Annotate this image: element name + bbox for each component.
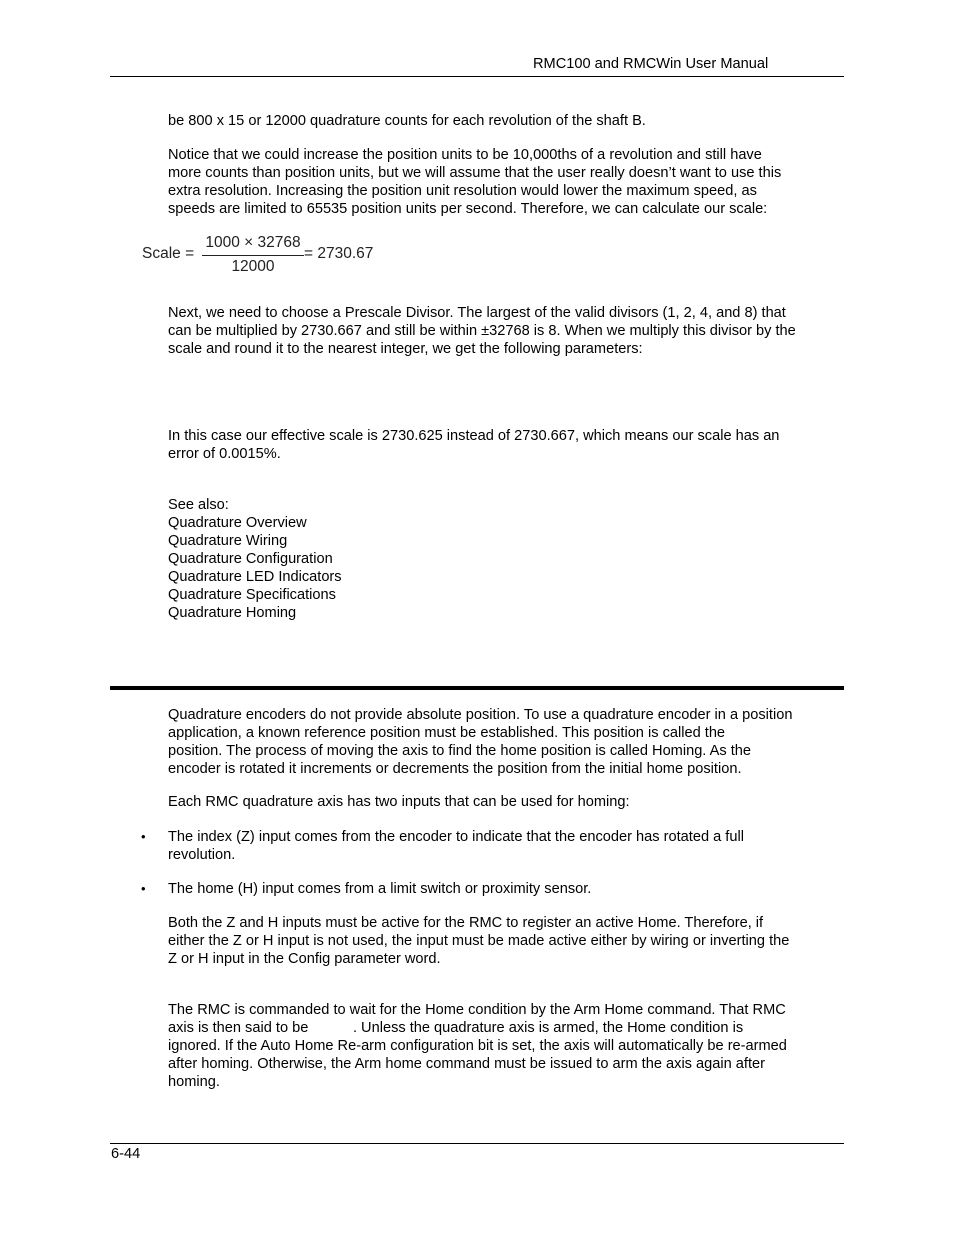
- text-line: be 800 x 15 or 12000 quadrature counts for each revolution of the shaft B.: [168, 113, 646, 129]
- paragraph-homing-intro: [168, 706, 844, 778]
- paragraph-prescale: [168, 304, 844, 358]
- see-also-heading: See also:: [168, 497, 229, 513]
- see-also-link-led-indicators[interactable]: Quadrature LED Indicators: [168, 569, 342, 585]
- paragraph-homing-inputs: [168, 793, 844, 811]
- footer-rule: [110, 1143, 844, 1144]
- see-also-section: [168, 496, 342, 622]
- paragraph-effective-scale: [168, 427, 844, 463]
- text-line: In this case our effective scale is 2730.625 instead of 2730.667, which means our scale has an: [168, 428, 780, 444]
- text-line: Notice that we could increase the position units to be 10,000ths of a revolution and still have: [168, 147, 762, 163]
- formula-denominator: 12000: [231, 258, 275, 275]
- bullet-marker: •: [141, 829, 146, 844]
- bullet-marker: •: [141, 881, 146, 896]
- text-line: The RMC is commanded to wait for the Home condition by the Arm Home command. That RMC: [168, 1002, 786, 1018]
- bullet-item-home-input: [168, 880, 844, 898]
- text-line: encoder is rotated it increments or decrements the position from the initial home position.: [168, 761, 742, 777]
- paragraph-resolution: [168, 146, 844, 218]
- text-line: Next, we need to choose a Prescale Divisor. The largest of the valid divisors (1, 2, 4, and 8) that: [168, 305, 786, 321]
- page-number: 6-44: [111, 1146, 141, 1162]
- text-line: speeds are limited to 65535 position units per second. Therefore, we can calculate our scale:: [168, 201, 768, 217]
- see-also-link-specifications[interactable]: Quadrature Specifications: [168, 587, 336, 603]
- text-line: Z or H input in the Config parameter word.: [168, 951, 441, 967]
- header-rule: [110, 76, 844, 77]
- running-header-title: RMC100 and RMCWin User Manual: [533, 56, 769, 72]
- section-divider: [110, 686, 844, 690]
- paragraph-counts-per-rev: [168, 112, 844, 130]
- fraction-bar: [202, 255, 304, 256]
- see-also-link-wiring[interactable]: Quadrature Wiring: [168, 533, 288, 549]
- see-also-link-overview[interactable]: Quadrature Overview: [168, 515, 307, 531]
- text-line: scale and round it to the nearest integer, we get the following parameters:: [168, 341, 643, 357]
- text-line: Each RMC quadrature axis has two inputs that can be used for homing:: [168, 794, 630, 810]
- text-line: after homing. Otherwise, the Arm home command must be issued to arm the axis again after: [168, 1056, 765, 1072]
- formula-label: Scale =: [142, 245, 195, 262]
- text-line: axis is then said to be . Unless the quadrature axis is armed, the Home condition is: [168, 1020, 744, 1036]
- text-line: The home (H) input comes from a limit switch or proximity sensor.: [168, 881, 592, 897]
- text-line: The index (Z) input comes from the encoder to indicate that the encoder has rotated a full: [168, 829, 744, 845]
- text-line: error of 0.0015%.: [168, 446, 281, 462]
- text-line: position. The process of moving the axis to find the home position is called Homing. As the: [168, 743, 751, 759]
- text-line: extra resolution. Increasing the position unit resolution would lower the maximum speed, as: [168, 183, 757, 199]
- bullet-item-index-input: [168, 828, 844, 864]
- formula-result: = 2730.67: [304, 245, 374, 262]
- text-line: can be multiplied by 2730.667 and still be within ±32768 is 8. When we multiply this divisor by the: [168, 323, 796, 339]
- text-line: ignored. If the Auto Home Re-arm configuration bit is set, the axis will automatically be re-armed: [168, 1038, 787, 1054]
- paragraph-z-h-inputs: [168, 914, 844, 968]
- text-line: either the Z or H input is not used, the input must be made active either by wiring or inverting the: [168, 933, 790, 949]
- text-line: application, a known reference position must be established. This position is called the: [168, 725, 726, 741]
- see-also-link-configuration[interactable]: Quadrature Configuration: [168, 551, 333, 567]
- text-line: more counts than position units, but we will assume that the user really doesn’t want to use this: [168, 165, 782, 181]
- text-line: Quadrature encoders do not provide absolute position. To use a quadrature encoder in a position: [168, 707, 793, 723]
- formula-numerator: 1000 × 32768: [205, 234, 301, 251]
- text-line: revolution.: [168, 847, 236, 863]
- see-also-link-homing[interactable]: Quadrature Homing: [168, 605, 297, 621]
- text-line: homing.: [168, 1074, 220, 1090]
- paragraph-arm-home: [168, 1001, 844, 1091]
- text-line: Both the Z and H inputs must be active for the RMC to register an active Home. Therefore, if: [168, 915, 764, 931]
